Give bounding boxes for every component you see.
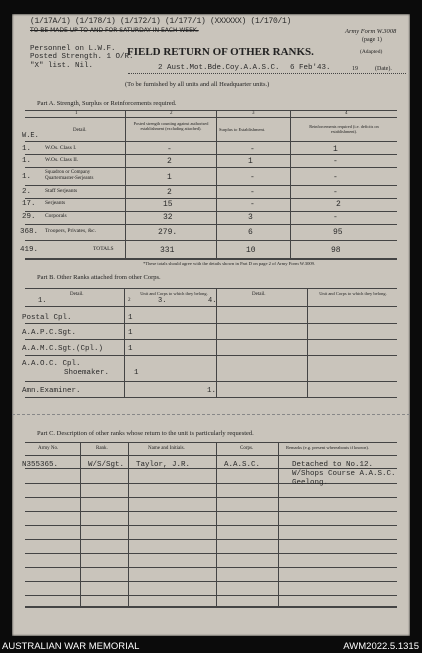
reinforcements-value: - <box>333 213 338 222</box>
army-no-header: Army No. <box>38 446 59 451</box>
part-b-unit-header-2: Unit and Corps to which they belong. <box>319 291 387 296</box>
footer-accession-number: AWM2022.5.1315 <box>343 641 419 652</box>
row-detail: Squadron or Company Quartermaster-Serjeants <box>45 170 94 181</box>
part-a-col-num: 1 <box>75 111 78 116</box>
posted-value: 279. <box>158 228 178 237</box>
corps-header: Corps. <box>240 446 254 451</box>
part-a-col-num: 3 <box>252 111 255 116</box>
part-c-title: Part C. Description of other ranks whose return to the unit is particularly requested. <box>37 430 254 437</box>
army-form-number: Army Form W.3008 <box>345 28 397 35</box>
surplus-value: 6 <box>248 228 253 237</box>
surplus-header: Surplus to Establishment. <box>219 127 266 132</box>
we-column-header: W.E. <box>22 132 39 140</box>
form-title: FIELD RETURN OF OTHER RANKS. <box>127 46 314 58</box>
we-value: 368. <box>20 228 39 236</box>
part-b-col-num: 1. <box>38 297 47 305</box>
reinforcements-header: Reinforcements required (i.e. deficits on establishment). <box>309 124 379 134</box>
reinforcements-value: 95 <box>333 228 343 237</box>
entry-army-no: N355365. <box>22 461 59 469</box>
reinforcements-value: 2 <box>336 200 341 209</box>
surplus-value: 1 <box>248 157 253 166</box>
date-century: 19 <box>352 66 358 72</box>
posted-strength-line: Posted Strength. 1 O/R. <box>30 53 134 61</box>
row-detail: Serjeants <box>45 200 66 206</box>
unit-name: 2 Aust.Mot.Bde.Coy.A.A.S.C. <box>158 64 280 72</box>
attached-detail: A.A.M.C.Sgt.(Cpl.) <box>22 345 104 353</box>
personnel-line: Personnel on L.W.F. <box>30 45 116 53</box>
part-b-col-num: 2 <box>128 298 131 303</box>
part-a-col-num: 2 <box>170 111 173 116</box>
adapted-label: (Adapted) <box>360 49 383 55</box>
part-a-title: Part A. Strength, Surplus or Reinforcements required. <box>37 100 177 107</box>
part-b-unit-header: Unit and Corps to which they belong. <box>140 291 208 296</box>
attached-count: 1 <box>128 345 133 353</box>
part-a-detail-header: Detail. <box>73 128 87 133</box>
date-label: (Date). <box>375 66 392 72</box>
we-total: 419. <box>20 246 39 254</box>
row-detail: Troopers, Privates, &c. <box>45 228 96 234</box>
surplus-value: - <box>250 145 255 154</box>
reinforcements-value: - <box>333 173 338 182</box>
unit-date-dotted-line <box>128 73 406 74</box>
surplus-value: - <box>250 173 255 182</box>
attached-count: 1 <box>128 329 133 337</box>
part-a-footnote: *These totals should agree with the details shown in Part D on page 2 of Army Form W.3009. <box>143 261 316 266</box>
row-detail: W.Os. Class II. <box>45 157 79 163</box>
attached-count: 1 <box>128 314 133 322</box>
posted-value: 2 <box>167 157 172 166</box>
attached-count: 1 <box>134 369 139 377</box>
entry-name: Taylor, J.R. <box>136 461 191 469</box>
we-value: 17. <box>22 200 36 208</box>
surplus-total: 10 <box>246 246 256 255</box>
entry-corps: A.A.S.C. <box>224 461 261 469</box>
attached-detail: Postal Cpl. <box>22 314 72 322</box>
reinforcements-total: 98 <box>331 246 341 255</box>
totals-label: TOTALS <box>93 246 114 252</box>
we-value: 1. <box>22 157 32 165</box>
entry-rank: W/S/Sgt. <box>88 461 125 469</box>
row-detail: Corporals <box>45 213 67 219</box>
attached-detail: Shoemaker. <box>64 369 110 377</box>
surplus-value: - <box>250 188 255 197</box>
posted-value: 1 <box>167 173 172 182</box>
entry-remarks-line: W/Shops Course A.A.S.C. <box>292 470 396 478</box>
part-b-col-num: 3. <box>158 297 167 305</box>
x-list-line: "X" list. Nil. <box>30 62 94 70</box>
part-b-detail-header-2: Detail. <box>252 292 266 297</box>
name-header: Name and Initials. <box>148 446 185 451</box>
we-value: 29. <box>22 213 36 221</box>
page-number: (page 1) <box>362 37 382 43</box>
attached-count: 1. <box>207 387 217 395</box>
posted-strength-header: Posted strength counting against authorised establishment (excluding attached). <box>133 121 209 131</box>
reinforcements-value: - <box>333 188 338 197</box>
attached-detail: A.A.P.C.Sgt. <box>22 329 77 337</box>
archive-footer <box>0 640 422 653</box>
surplus-value: - <box>250 200 255 209</box>
reinforcements-value: 1 <box>333 145 338 154</box>
part-b-col-num: 4. <box>208 297 217 305</box>
posted-value: - <box>167 145 172 154</box>
posted-value: 2 <box>167 188 172 197</box>
return-date: 6 Feb'43. <box>290 64 331 72</box>
part-b-title: Part B. Other Ranks attached from other Corps. <box>37 274 161 281</box>
we-value: 1. <box>22 173 32 181</box>
footer-institution: AUSTRALIAN WAR MEMORIAL <box>2 641 140 652</box>
surplus-value: 3 <box>248 213 253 222</box>
entry-remarks-line: Detached to No.12. <box>292 461 374 469</box>
rank-header: Rank. <box>96 446 108 451</box>
posted-value: 15 <box>163 200 173 209</box>
attached-detail: Amn.Examiner. <box>22 387 81 395</box>
we-value: 2. <box>22 188 32 196</box>
part-a-col-num: 4 <box>345 111 348 116</box>
posted-total: 331 <box>160 246 175 255</box>
row-detail: W.Os. Class I. <box>45 145 77 151</box>
made-up-notice: TO BE MADE UP TO AND FOR SATURDAY IN EACH WEEK. <box>30 27 199 34</box>
row-detail: Staff Serjeants <box>45 188 78 194</box>
attached-detail: A.A.O.C. Cpl. <box>22 360 81 368</box>
reinforcements-value: - <box>333 157 338 166</box>
remarks-header: Remarks (e.g. present whereabouts if known). <box>286 445 369 450</box>
part-b-detail-header: Detail. <box>70 292 84 297</box>
fold-line <box>12 414 410 415</box>
posted-value: 32 <box>163 213 173 222</box>
reference-line: (1/17A/1) (1/178/1) (1/172/1) (1/177/1) (XXXXXX) (1/170/1) <box>30 17 292 26</box>
entry-remarks-line: Geelong. <box>292 479 329 487</box>
we-value: 1. <box>22 145 32 153</box>
furnished-note: (To be furnished by all units and all Headquarter units.) <box>125 81 270 88</box>
